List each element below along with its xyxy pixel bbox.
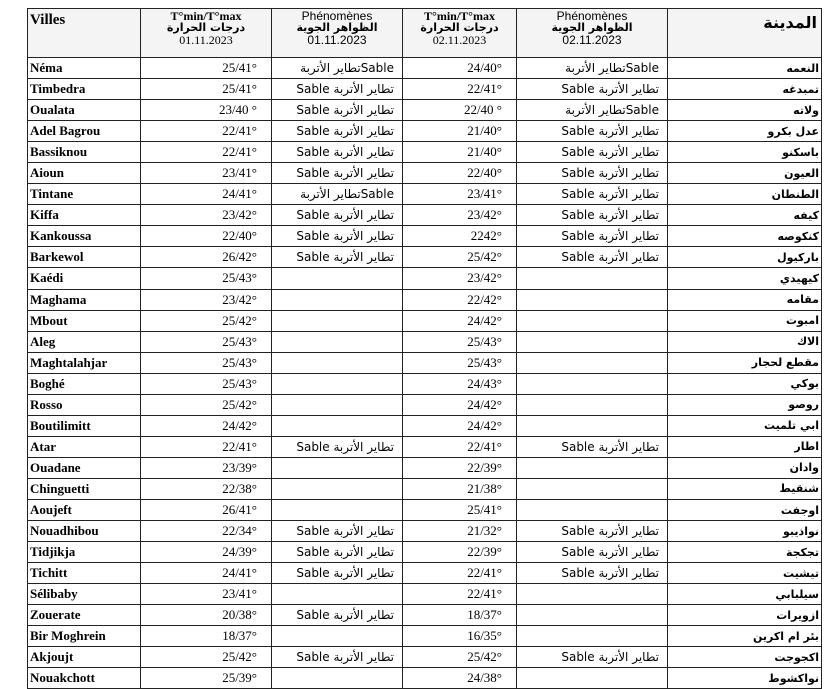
- city-arabic-cell: ازويرات: [668, 605, 822, 626]
- phenomena-day1-cell: [272, 352, 403, 373]
- table-row: [28, 331, 822, 352]
- phenomena-day2-cell: [517, 457, 668, 478]
- phenomena-day2-cell: [517, 268, 668, 289]
- phenomena-day1-cell: تطاير الأتربة Sable: [272, 121, 403, 142]
- phenomena-day1-cell: تطاير الأتربة Sable: [272, 163, 403, 184]
- city-arabic-cell: اوجفت: [668, 499, 822, 520]
- temp-day2-cell: 22/41°: [403, 563, 517, 584]
- table-row: [28, 563, 822, 584]
- temp-day2-cell: 16/35°: [403, 626, 517, 647]
- phenomena-day2-cell: تطاير الأتربة Sable: [517, 247, 668, 268]
- temp-day1-cell: 22/38°: [141, 478, 272, 499]
- city-arabic-cell: كيفه: [668, 205, 822, 226]
- city-name-cell: Oualata: [28, 100, 141, 121]
- table-row: [28, 499, 822, 520]
- phenomena-day1-cell: تطاير الأتربة Sable: [272, 521, 403, 542]
- temp-day1-cell: 24/39°: [141, 542, 272, 563]
- city-arabic-cell: مقامه: [668, 289, 822, 310]
- header-phen-day2-arabic: الظواهر الجوية: [551, 21, 633, 34]
- phenomena-day2-cell: Sableتطاير الأتربة: [517, 58, 668, 79]
- temp-day2-cell: 21/38°: [403, 478, 517, 499]
- city-name-cell: Boutilimitt: [28, 415, 141, 436]
- phenomena-day2-cell: [517, 310, 668, 331]
- city-arabic-cell: باسكنو: [668, 142, 822, 163]
- city-name-cell: Boghé: [28, 373, 141, 394]
- temp-day1-cell: 22/40°: [141, 226, 272, 247]
- table-row: [28, 79, 822, 100]
- city-arabic-cell: باركيول: [668, 247, 822, 268]
- temp-day2-cell: 22/40°: [403, 163, 517, 184]
- city-arabic-cell: نواكشوط: [668, 668, 822, 689]
- city-name-cell: Nouadhibou: [28, 521, 141, 542]
- table-row: [28, 521, 822, 542]
- temp-day2-cell: 22/42°: [403, 289, 517, 310]
- phenomena-day1-cell: [272, 373, 403, 394]
- phenomena-day2-cell: [517, 352, 668, 373]
- city-name-cell: Chinguetti: [28, 478, 141, 499]
- city-name-cell: Tintane: [28, 184, 141, 205]
- phenomena-day1-cell: تطاير الأتربة Sable: [272, 142, 403, 163]
- temp-day1-cell: 25/42°: [141, 310, 272, 331]
- temp-day2-cell: 23/42°: [403, 205, 517, 226]
- city-name-cell: Atar: [28, 436, 141, 457]
- temp-day2-cell: 22/41°: [403, 79, 517, 100]
- phenomena-day2-cell: تطاير الأتربة Sable: [517, 563, 668, 584]
- table-row: [28, 668, 822, 689]
- city-name-cell: Maghama: [28, 289, 141, 310]
- temp-day1-cell: 25/42°: [141, 647, 272, 668]
- phenomena-day1-cell: [272, 499, 403, 520]
- temp-day2-cell: 25/43°: [403, 352, 517, 373]
- temp-day2-cell: 25/43°: [403, 331, 517, 352]
- table-row: [28, 394, 822, 415]
- phenomena-day1-cell: [272, 478, 403, 499]
- forecast-table-container: [27, 8, 822, 689]
- table-row: [28, 352, 822, 373]
- temp-day1-cell: 23/40 °: [141, 100, 272, 121]
- city-name-cell: Kiffa: [28, 205, 141, 226]
- header-phen-day1-date: 01.11.2023: [307, 33, 367, 47]
- table-row: [28, 626, 822, 647]
- temp-day2-cell: 21/40°: [403, 142, 517, 163]
- table-row: [28, 289, 822, 310]
- phenomena-day2-cell: [517, 499, 668, 520]
- temp-day1-cell: 25/43°: [141, 331, 272, 352]
- city-arabic-cell: الاك: [668, 331, 822, 352]
- temp-day2-cell: 22/41°: [403, 584, 517, 605]
- phenomena-day2-cell: تطاير الأتربة Sable: [517, 226, 668, 247]
- phenomena-day1-cell: تطاير الأتربة Sable: [272, 605, 403, 626]
- table-header-row: [28, 9, 822, 58]
- phenomena-day1-cell: [272, 626, 403, 647]
- temp-day1-cell: 25/43°: [141, 373, 272, 394]
- city-name-cell: Kankoussa: [28, 226, 141, 247]
- temp-day2-cell: 25/42°: [403, 247, 517, 268]
- city-arabic-cell: روصو: [668, 394, 822, 415]
- phenomena-day2-cell: [517, 394, 668, 415]
- phenomena-day2-cell: تطاير الأتربة Sable: [517, 142, 668, 163]
- temp-day2-cell: 2242°: [403, 226, 517, 247]
- table-row: [28, 58, 822, 79]
- temp-day1-cell: 23/41°: [141, 163, 272, 184]
- phenomena-day2-cell: تطاير الأتربة Sable: [517, 79, 668, 100]
- temp-day1-cell: 25/43°: [141, 268, 272, 289]
- city-arabic-cell: شنقيط: [668, 478, 822, 499]
- phenomena-day1-cell: تطاير الأتربة Sable: [272, 247, 403, 268]
- city-name-cell: Bassiknou: [28, 142, 141, 163]
- temp-day2-cell: 22/39°: [403, 542, 517, 563]
- temp-day2-cell: 22/41°: [403, 436, 517, 457]
- table-row: [28, 268, 822, 289]
- phenomena-day1-cell: تطاير الأتربة Sable: [272, 647, 403, 668]
- phenomena-day2-cell: تطاير الأتربة Sable: [517, 436, 668, 457]
- city-name-cell: Aleg: [28, 331, 141, 352]
- city-name-cell: Mbout: [28, 310, 141, 331]
- phenomena-day2-cell: [517, 605, 668, 626]
- header-temp-day1-label: T°min/T°max: [170, 9, 242, 23]
- city-arabic-cell: نواذيبو: [668, 521, 822, 542]
- phenomena-day1-cell: [272, 394, 403, 415]
- city-arabic-cell: الطنطان: [668, 184, 822, 205]
- phenomena-day2-cell: [517, 478, 668, 499]
- table-row: [28, 310, 822, 331]
- phenomena-day2-cell: تطاير الأتربة Sable: [517, 542, 668, 563]
- phenomena-day1-cell: [272, 668, 403, 689]
- city-name-cell: Timbedra: [28, 79, 141, 100]
- phenomena-day1-cell: [272, 415, 403, 436]
- phenomena-day1-cell: تطاير الأتربة Sable: [272, 79, 403, 100]
- temp-day1-cell: 20/38°: [141, 605, 272, 626]
- table-row: [28, 605, 822, 626]
- table-row: [28, 184, 822, 205]
- city-name-cell: Aioun: [28, 163, 141, 184]
- temp-day1-cell: 25/42°: [141, 394, 272, 415]
- city-name-cell: Adel Bagrou: [28, 121, 141, 142]
- city-arabic-cell: بئر ام اكرين: [668, 626, 822, 647]
- temp-day1-cell: 25/43°: [141, 352, 272, 373]
- temp-day1-cell: 23/41°: [141, 584, 272, 605]
- temp-day2-cell: 25/42°: [403, 647, 517, 668]
- phenomena-day1-cell: [272, 289, 403, 310]
- phenomena-day2-cell: تطاير الأتربة Sable: [517, 121, 668, 142]
- temp-day1-cell: 22/41°: [141, 142, 272, 163]
- temp-day2-cell: 23/41°: [403, 184, 517, 205]
- table-row: [28, 121, 822, 142]
- city-arabic-cell: كيهيدي: [668, 268, 822, 289]
- city-name-cell: Sélibaby: [28, 584, 141, 605]
- city-arabic-cell: اطار: [668, 436, 822, 457]
- table-row: [28, 205, 822, 226]
- temp-day2-cell: 24/42°: [403, 394, 517, 415]
- temp-day2-cell: 21/32°: [403, 521, 517, 542]
- table-row: [28, 415, 822, 436]
- table-row: [28, 647, 822, 668]
- city-arabic-cell: ولاته: [668, 100, 822, 121]
- phenomena-day1-cell: [272, 457, 403, 478]
- city-arabic-cell: عدل بكرو: [668, 121, 822, 142]
- phenomena-day2-cell: تطاير الأتربة Sable: [517, 184, 668, 205]
- city-arabic-cell: كنكوصه: [668, 226, 822, 247]
- header-phen-day1-label: Phénomènes: [301, 9, 373, 23]
- phenomena-day2-cell: تطاير الأتربة Sable: [517, 521, 668, 542]
- header-phen-day1: [272, 9, 403, 58]
- table-row: [28, 163, 822, 184]
- header-phen-day2: [517, 9, 668, 58]
- city-arabic-cell: تجكجة: [668, 542, 822, 563]
- table-row: [28, 584, 822, 605]
- table-row: [28, 100, 822, 121]
- city-name-cell: Tichitt: [28, 563, 141, 584]
- temp-day1-cell: 25/39°: [141, 668, 272, 689]
- phenomena-day1-cell: [272, 331, 403, 352]
- phenomena-day2-cell: [517, 415, 668, 436]
- city-name-cell: Maghtalahjar: [28, 352, 141, 373]
- phenomena-day1-cell: تطاير الأتربة Sable: [272, 563, 403, 584]
- city-name-cell: Akjoujt: [28, 647, 141, 668]
- temp-day2-cell: 24/43°: [403, 373, 517, 394]
- phenomena-day2-cell: Sableتطاير الأتربة: [517, 100, 668, 121]
- temp-day1-cell: 22/34°: [141, 521, 272, 542]
- phenomena-day2-cell: تطاير الأتربة Sable: [517, 647, 668, 668]
- header-temp-day2-label: T°min/T°max: [424, 9, 495, 23]
- temp-day1-cell: 23/39°: [141, 457, 272, 478]
- table-body: [28, 58, 822, 689]
- phenomena-day1-cell: Sableتطاير الأتربة: [272, 184, 403, 205]
- city-name-cell: Néma: [28, 58, 141, 79]
- city-arabic-cell: النعمه: [668, 58, 822, 79]
- city-name-cell: Nouakchott: [28, 668, 141, 689]
- weather-forecast-table: [27, 8, 822, 689]
- city-arabic-cell: ابي تلميت: [668, 415, 822, 436]
- temp-day2-cell: 24/40°: [403, 58, 517, 79]
- phenomena-day1-cell: تطاير الأتربة Sable: [272, 436, 403, 457]
- header-temp-day2: [403, 9, 517, 58]
- temp-day1-cell: 26/42°: [141, 247, 272, 268]
- city-name-cell: Ouadane: [28, 457, 141, 478]
- header-phen-day2-date: 02.11.2023: [562, 33, 622, 47]
- table-row: [28, 436, 822, 457]
- phenomena-day2-cell: تطاير الأتربة Sable: [517, 205, 668, 226]
- city-name-cell: Tidjikja: [28, 542, 141, 563]
- city-arabic-cell: مقطع لحجار: [668, 352, 822, 373]
- table-row: [28, 542, 822, 563]
- temp-day2-cell: 23/42°: [403, 268, 517, 289]
- table-row: [28, 142, 822, 163]
- phenomena-day1-cell: [272, 584, 403, 605]
- table-row: [28, 226, 822, 247]
- header-phen-day1-arabic: الظواهر الجوية: [296, 21, 378, 34]
- temp-day2-cell: 24/42°: [403, 310, 517, 331]
- table-row: [28, 373, 822, 394]
- table-row: [28, 247, 822, 268]
- header-arabic-city: المدينة: [668, 9, 822, 58]
- header-temp-day1: [141, 9, 272, 58]
- phenomena-day2-cell: [517, 289, 668, 310]
- table-row: [28, 457, 822, 478]
- temp-day1-cell: 22/41°: [141, 121, 272, 142]
- temp-day1-cell: 23/42°: [141, 205, 272, 226]
- phenomena-day2-cell: تطاير الأتربة Sable: [517, 163, 668, 184]
- temp-day1-cell: 25/41°: [141, 58, 272, 79]
- temp-day2-cell: 24/42°: [403, 415, 517, 436]
- header-temp-day2-date: 02.11.2023: [432, 33, 487, 47]
- city-arabic-cell: العيون: [668, 163, 822, 184]
- temp-day2-cell: 25/41°: [403, 499, 517, 520]
- city-arabic-cell: بوكي: [668, 373, 822, 394]
- phenomena-day1-cell: تطاير الأتربة Sable: [272, 542, 403, 563]
- phenomena-day1-cell: تطاير الأتربة Sable: [272, 100, 403, 121]
- city-arabic-cell: تمبدغه: [668, 79, 822, 100]
- table-row: [28, 478, 822, 499]
- temp-day1-cell: 24/41°: [141, 184, 272, 205]
- temp-day1-cell: 24/41°: [141, 563, 272, 584]
- phenomena-day1-cell: [272, 310, 403, 331]
- phenomena-day1-cell: تطاير الأتربة Sable: [272, 226, 403, 247]
- header-phen-day2-label: Phénomènes: [556, 9, 628, 23]
- temp-day2-cell: 24/38°: [403, 668, 517, 689]
- city-arabic-cell: اكجوجت: [668, 647, 822, 668]
- phenomena-day2-cell: [517, 668, 668, 689]
- phenomena-day2-cell: [517, 331, 668, 352]
- temp-day2-cell: 18/37°: [403, 605, 517, 626]
- city-name-cell: Zouerate: [28, 605, 141, 626]
- phenomena-day1-cell: Sableتطاير الأتربة: [272, 58, 403, 79]
- phenomena-day1-cell: [272, 268, 403, 289]
- city-name-cell: Aoujeft: [28, 499, 141, 520]
- city-name-cell: Barkewol: [28, 247, 141, 268]
- phenomena-day2-cell: [517, 584, 668, 605]
- temp-day1-cell: 18/37°: [141, 626, 272, 647]
- temp-day1-cell: 25/41°: [141, 79, 272, 100]
- temp-day1-cell: 22/41°: [141, 436, 272, 457]
- city-name-cell: Rosso: [28, 394, 141, 415]
- header-temp-day2-arabic: درجات الحرارة: [420, 21, 499, 34]
- city-arabic-cell: وادان: [668, 457, 822, 478]
- city-arabic-cell: سيلبابي: [668, 584, 822, 605]
- temp-day1-cell: 23/42°: [141, 289, 272, 310]
- city-arabic-cell: تيشيت: [668, 563, 822, 584]
- header-temp-day1-arabic: درجات الحرارة: [166, 21, 246, 34]
- phenomena-day2-cell: [517, 373, 668, 394]
- city-arabic-cell: امبوت: [668, 310, 822, 331]
- temp-day2-cell: 22/39°: [403, 457, 517, 478]
- header-villes: Villes: [28, 9, 141, 58]
- phenomena-day1-cell: تطاير الأتربة Sable: [272, 205, 403, 226]
- city-name-cell: Bir Moghrein: [28, 626, 141, 647]
- temp-day1-cell: 24/42°: [141, 415, 272, 436]
- temp-day1-cell: 26/41°: [141, 499, 272, 520]
- temp-day2-cell: 21/40°: [403, 121, 517, 142]
- temp-day2-cell: 22/40 °: [403, 100, 517, 121]
- city-name-cell: Kaédi: [28, 268, 141, 289]
- phenomena-day2-cell: [517, 626, 668, 647]
- header-temp-day1-date: 01.11.2023: [179, 33, 233, 47]
